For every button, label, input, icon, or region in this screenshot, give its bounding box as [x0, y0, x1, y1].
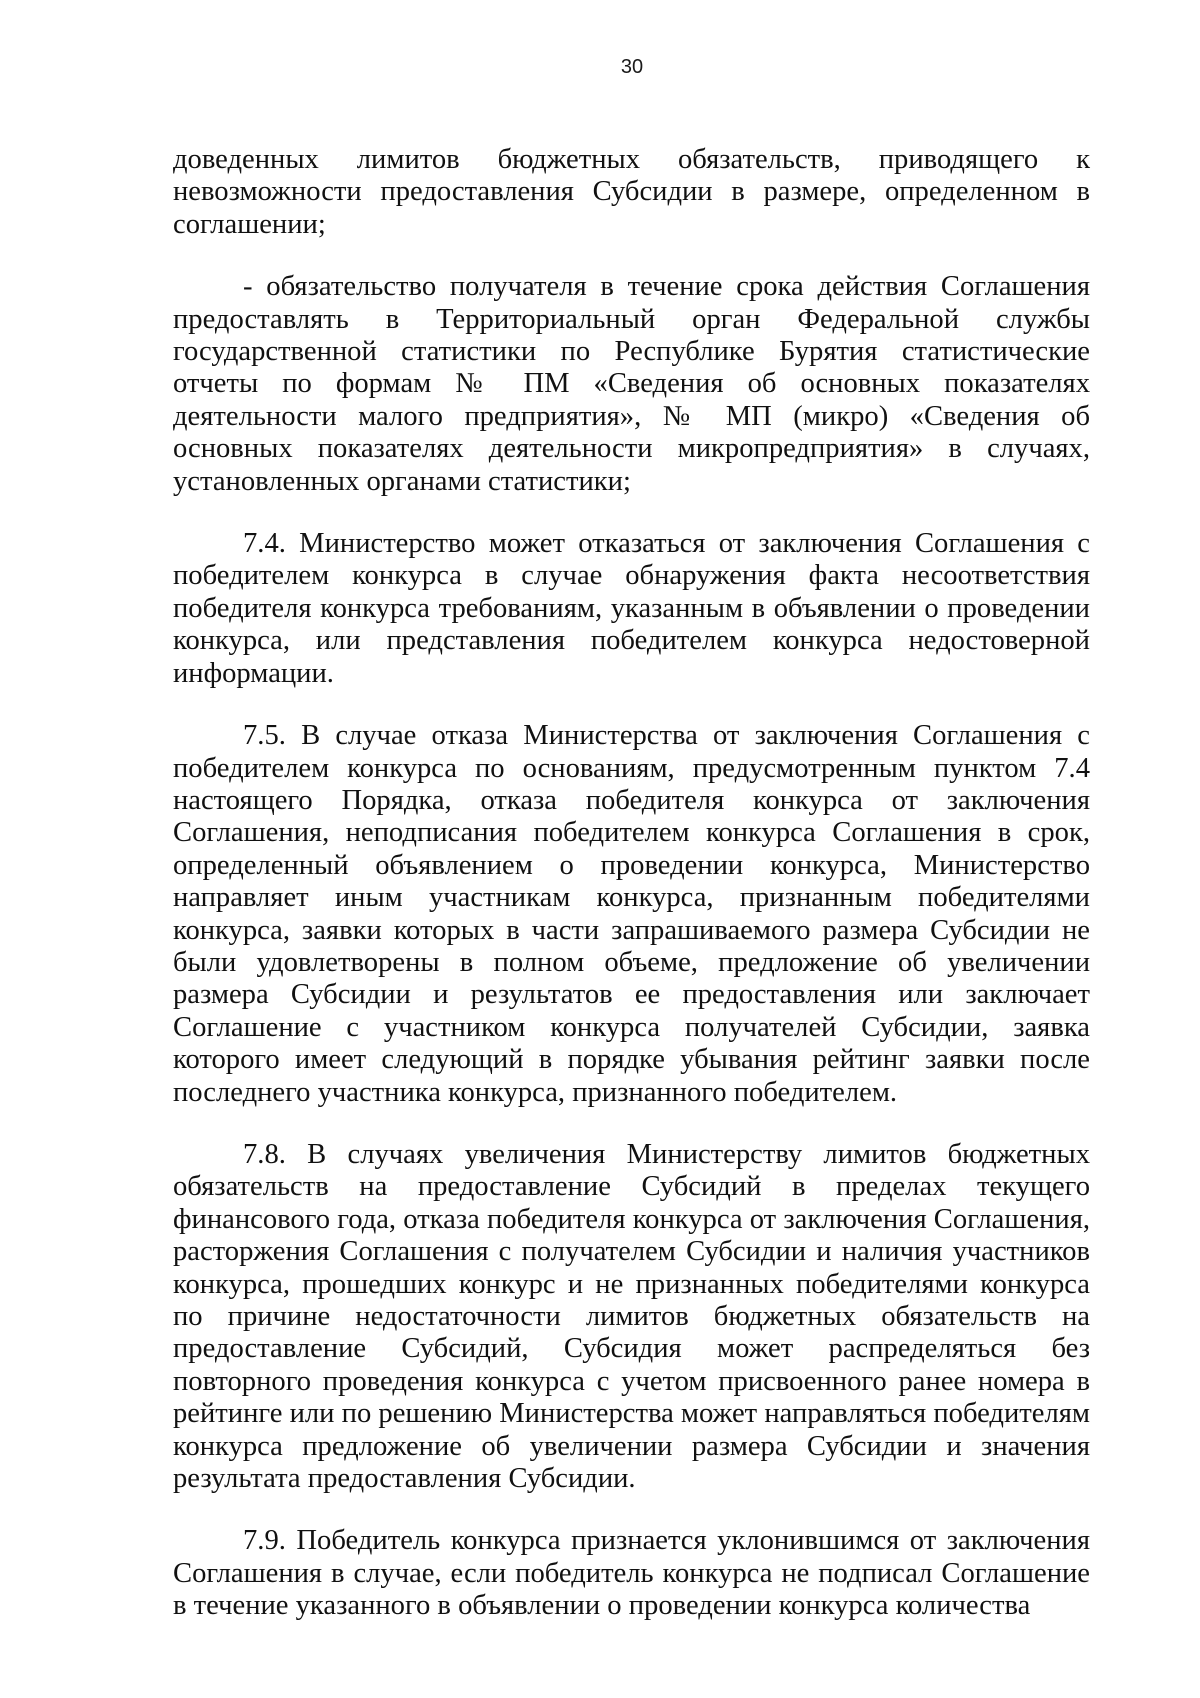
paragraph-7-8: 7.8. В случаях увеличения Министерству лимитов бюджетных обязательств на предоставление Субсидий в пределах текущего финансового года, отказа победителя конкурса от заключения Соглашения, расторжения Соглашения с получателем Субсидии и наличия участников конкурса, прошедших конкурс и не признанных победителями конкурса по причине недостаточности лимитов бюджетных обязательств на предоставление Субсидий, Субсидия может распределяться без повторного проведения конкурса с учетом присвоенного ранее номера в рейтинге или по решению Министерства может направляться победителям конкурса предложение об увеличении размера Субсидии и значения результата предоставления Субсидии.	[173, 1138, 1090, 1495]
paragraph-obligation-statistics: - обязательство получателя в течение срока действия Соглашения предоставлять в Территориальный орган Федеральной службы государственной статистики по Республике Бурятия статистические отчеты по формам № ПМ «Сведения об основных показателях деятельности малого предприятия», № МП (микро) «Сведения об основных показателях деятельности микропредприятия» в случаях, установленных органами статистики;	[173, 271, 1090, 497]
paragraph-gap	[173, 1495, 1090, 1525]
paragraph-gap	[173, 690, 1090, 720]
paragraph-gap	[173, 241, 1090, 271]
document-body	[173, 144, 1090, 1623]
paragraph-7-4: 7.4. Министерство может отказаться от заключения Соглашения с победителем конкурса в случае обнаружения факта несоответствия победителя конкурса требованиям, указанным в объявлении о проведении конкурса, или представления победителем конкурса недостоверной информации.	[173, 528, 1090, 689]
paragraph-gap	[173, 1109, 1090, 1139]
paragraph-gap	[173, 498, 1090, 528]
paragraph-7-9: 7.9. Победитель конкурса признается уклонившимся от заключения Соглашения в случае, если победитель конкурса не подписал Соглашение в течение указанного в объявлении о проведении конкурса количества	[173, 1525, 1090, 1622]
page-number: 30	[620, 56, 644, 78]
paragraph-continuation: доведенных лимитов бюджетных обязательств, приводящего к невозможности предоставления Субсидии в размере, определенном в соглашении;	[173, 144, 1090, 240]
paragraph-7-5: 7.5. В случае отказа Министерства от заключения Соглашения с победителем конкурса по основаниям, предусмотренным пунктом 7.4 настоящего Порядка, отказа победителя конкурса от заключения Соглашения, неподписания победителем конкурса Соглашения в срок, определенный объявлением о проведении конкурса, Министерство направляет иным участникам конкурса, признанным победителями конкурса, заявки которых в части запрашиваемого размера Субсидии не были удовлетворены в полном объеме, предложение об увеличении размера Субсидии и результатов ее предоставления или заключает Соглашение с участником конкурса получателей Субсидии, заявка которого имеет следующий в порядке убывания рейтинг заявки после последнего участника конкурса, признанного победителем.	[173, 720, 1090, 1108]
